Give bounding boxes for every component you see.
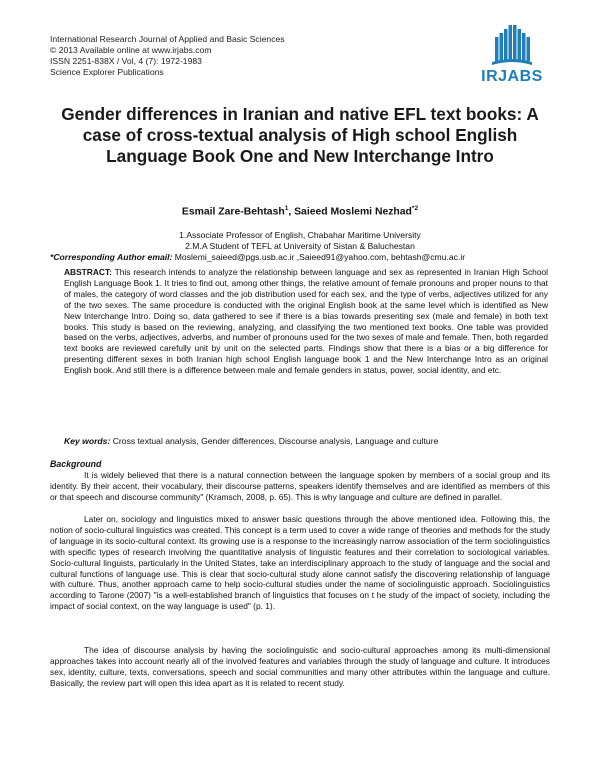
affiliation-1: 1.Associate Professor of English, Chabahar Maritime University: [179, 230, 421, 240]
affiliation-2: 2.M.A Student of TEFL at University of Sistan & Baluchestan: [185, 241, 415, 251]
paragraph: [50, 514, 550, 612]
abstract-label: ABSTRACT:: [64, 267, 112, 277]
section-heading: Background: [50, 459, 102, 469]
author-2-affiliation: *2: [411, 205, 419, 212]
abstract: [64, 267, 548, 376]
paragraph-text: Later on, sociology and linguistics mixed to answer basic questions through the above mentioned idea. Following this, the notion of socio-cultural linguistics was created. This concept is a term used to cover a wide range of theories and methods for the study of language in its socio-cultural context. Its growing use is a response to the increasingly narrow association of the term sociolinguistics with specific types of research involving the quantitative analysis of linguistic features and their correlation to sociological variables. Socio-cultural linguists, particularly in the United States, take an interdisciplinary approach to the study of language and the social and cultural functions of language use. This is clear that socio-cultural study alone cannot satisfy the discovering relationship of language with culture. Thus, another approach came to help socio-cultural studies under the name of sociolinguistic approach. Sociolinguistics according to Tarone (2007) "is a well-established branch of linguistics that focuses on t he study of the impact of society, including the impact of social context, on the way language is used" (p. 1).: [50, 514, 550, 612]
author-1: Esmail Zare-Behtash: [181, 206, 285, 218]
paragraph: [50, 470, 550, 503]
corresponding-emails: Moslemi_saieed@pgs.usb.ac.ir ,Saieed91@yahoo.com, behtash@cmu.ac.ir: [172, 252, 466, 262]
author-2: Saieed Moslemi Nezhad: [294, 206, 412, 218]
paper-title: Gender differences in Iranian and native EFL text books: A case of cross-textual analysis of High school English Language Book One and New Interchange Intro: [61, 104, 539, 166]
irjabs-logo: [472, 22, 552, 94]
journal-copyright: © 2013 Available online at www.irjabs.com: [50, 45, 212, 55]
keywords: [64, 436, 548, 446]
abstract-text: This research intends to analyze the relationship between language and sex as represented in Iranian High School English Language Book 1. It tries to find out, among other things, the relative amount of female pronouns and proper nouns to that of males, the category of word classes and the job distribution used for each sex, and the type of verbs, adjectives utilized for any of the two sexes. The same procedure is conducted with the original English book at the same level which is identified as New New Interchange Intro. Doing so, data gathered to see if there is a bias towards presenting sex (male and female) in both text books. This study is based on the reviewing, analyzing, and classifying the two mentioned text books. One table was provided based on the verbs, adjectives, adverbs, and number of pronouns used for the two sexes of male and female. Then, both regarded text books are reviewed carefully unit by unit on the selected parts. Findings show that there is a bias or a big difference for presenting different sexes in both Iranian high school English language book 1 and the New Interchange Intro as an original English book. And still there is a difference between male and female genders in status, power, social identity, and etc.: [64, 267, 548, 376]
keywords-text: Cross textual analysis, Gender differences, Discourse analysis, Language and culture: [110, 436, 439, 446]
affiliations: [50, 230, 550, 252]
author-1-affiliation: 1: [284, 205, 289, 212]
journal-header: [50, 34, 285, 78]
author-separator: ,: [288, 206, 295, 218]
keywords-label: Key words:: [64, 436, 111, 446]
paragraph-text: It is widely believed that there is a natural connection between the language spoken by members of a social group and its identity. By their accent, their vocabulary, their discourse patterns, speakers identify themselves and are identified as members of this or that speech and discourse community" (Kramsch, 2008, p. 65). This is why language and culture are defined in parallel.: [50, 470, 550, 502]
author-line: [50, 205, 550, 217]
book-logo-icon: [472, 22, 552, 68]
logo-text: IRJABS: [481, 68, 543, 85]
paragraph: [50, 645, 550, 689]
paragraph-text: The idea of discourse analysis by having the sociolinguistic and socio-cultural approaches among its multi-dimensional approaches takes into account nearly all of the involved features and variables through the study of language and culture. It introduces sex, identity, culture, texts, conversations, speech and social communities and many other attributes within the language and culture. Basically, the review part will open this idea apart as it is related to recent study.: [50, 645, 550, 688]
corresponding-author: [50, 252, 550, 262]
journal-name: International Research Journal of Applied and Basic Sciences: [50, 34, 285, 44]
corresponding-label: *Corresponding Author email:: [50, 252, 173, 262]
journal-issn: ISSN 2251-838X / Vol, 4 (7): 1972-1983: [50, 56, 202, 66]
journal-publisher: Science Explorer Publications: [50, 67, 164, 77]
